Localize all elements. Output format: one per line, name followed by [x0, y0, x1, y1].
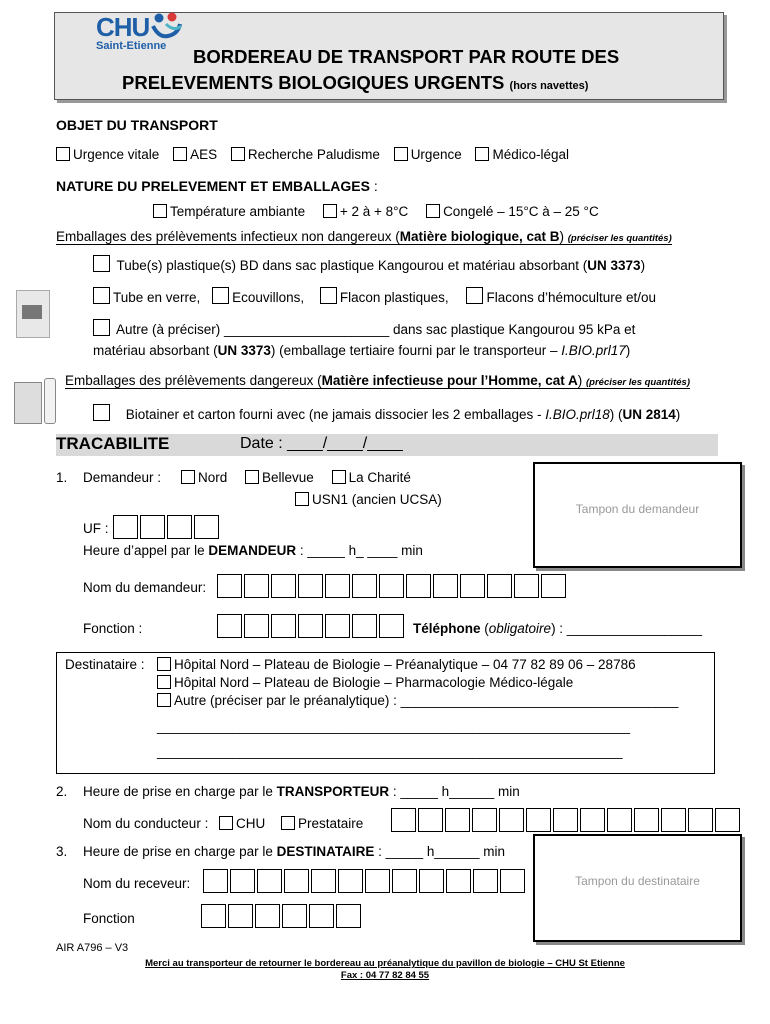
uf-cells[interactable]: [113, 515, 221, 539]
opt-ecouvillons[interactable]: [212, 290, 304, 305]
text: Heure de prise en charge par le: [83, 784, 277, 799]
option-label: Température ambiante: [170, 204, 306, 219]
title-line2-text: PRELEVEMENTS BIOLOGIQUES URGENTS: [122, 72, 505, 93]
temp-ambiante[interactable]: [153, 204, 305, 219]
char-cell[interactable]: [365, 869, 390, 893]
site-la-charite[interactable]: [332, 470, 411, 485]
objet-heading: OBJET DU TRANSPORT: [56, 117, 218, 133]
option-label: Ecouvillons,: [232, 290, 305, 305]
option-label: Autre (préciser par le préanalytique) : _____________________________________: [174, 693, 679, 708]
char-cell[interactable]: [338, 869, 363, 893]
cat-b-note: (préciser les quantités): [567, 233, 672, 244]
biotainer-image: [10, 372, 60, 426]
checkbox[interactable]: [157, 657, 171, 671]
char-cell[interactable]: [255, 904, 280, 928]
char-cell[interactable]: [634, 808, 659, 832]
autre-row[interactable]: [93, 319, 635, 337]
char-cell[interactable]: [473, 869, 498, 893]
un-code: UN 2814: [622, 407, 676, 422]
heure-transporteur[interactable]: [83, 784, 520, 799]
checkbox[interactable]: [475, 147, 489, 161]
char-cell[interactable]: [460, 574, 485, 598]
title-line1: BORDEREAU DE TRANSPORT PAR ROUTE DES: [193, 46, 620, 67]
char-cell[interactable]: [311, 869, 336, 893]
text: : _____ h______ min: [389, 784, 520, 799]
char-cell[interactable]: [325, 614, 350, 638]
receveur-label: Nom du receveur:: [83, 876, 191, 891]
char-cell[interactable]: [257, 869, 282, 893]
footer-line1: Merci au transporteur de retourner le bordereau au préanalytique du pavillon de biologie – CHU St Etienne: [145, 958, 625, 969]
option-label: Tube en verre,: [113, 290, 201, 305]
char-cell[interactable]: [472, 808, 497, 832]
checkbox[interactable]: [173, 147, 187, 161]
tube-graphic: [44, 378, 56, 424]
tube-bd-close: ): [640, 258, 646, 273]
char-cell[interactable]: [352, 614, 377, 638]
nature-heading-text: NATURE DU PRELEVEMENT ET EMBALLAGES: [56, 178, 370, 194]
text: Biotainer et carton fourni avec (ne jamais dissocier les 2 emballages -: [125, 407, 546, 422]
tampon-demandeur-label: Tampon du demandeur: [575, 502, 700, 516]
title-suffix: (hors navettes): [509, 80, 589, 92]
fonction-cells[interactable]: [217, 614, 406, 638]
char-cell[interactable]: [392, 869, 417, 893]
checkbox[interactable]: [212, 287, 229, 304]
opt-tube-verre[interactable]: [93, 290, 200, 305]
char-cell[interactable]: [391, 808, 416, 832]
checkbox[interactable]: [320, 287, 337, 304]
tampon-destinataire-label: Tampon du destinataire: [575, 874, 700, 888]
char-cell[interactable]: [541, 574, 566, 598]
bold-text: DESTINATAIRE: [276, 844, 375, 859]
checkbox[interactable]: [323, 204, 337, 218]
cat-b-close: ): [559, 229, 564, 244]
objet-opt-urgence[interactable]: [394, 147, 462, 162]
text: : _____ h_ ____ min: [296, 543, 423, 558]
dest-fill-line-1[interactable]: _______________________________________________________________: [157, 719, 631, 734]
objet-opt-medico-legal[interactable]: [475, 147, 569, 162]
conducteur-options: [219, 816, 363, 831]
char-cell[interactable]: [688, 808, 713, 832]
checkbox[interactable]: [153, 204, 167, 218]
option-label: Bellevue: [262, 470, 314, 485]
checkbox[interactable]: [181, 470, 195, 484]
site-usn1[interactable]: [295, 492, 442, 507]
bag-label-graphic: [22, 305, 42, 319]
checkbox[interactable]: [93, 255, 110, 272]
checkbox[interactable]: [157, 693, 171, 707]
tube-bd-row[interactable]: [93, 255, 645, 273]
chu-logo: [96, 14, 166, 52]
cat-b-text: Emballages des prélèvements infectieux non dangereux (: [56, 229, 400, 244]
item-3-number: 3.: [56, 844, 68, 859]
char-cell[interactable]: [379, 574, 404, 598]
opt-flacon-plastiques[interactable]: [320, 290, 449, 305]
logo-main: CHU: [96, 12, 150, 42]
footer-line2: Fax : 04 77 82 84 55: [340, 970, 430, 981]
checkbox[interactable]: [93, 319, 110, 336]
conducteur-cells[interactable]: [391, 808, 742, 832]
char-cell[interactable]: [203, 869, 228, 893]
tel-line: ) : __________________: [551, 621, 702, 636]
checkbox[interactable]: [245, 470, 259, 484]
char-cell[interactable]: [201, 904, 226, 928]
conducteur-label: Nom du conducteur :: [83, 816, 209, 831]
tube-options-row: [93, 287, 656, 305]
dest-opt-autre[interactable]: [157, 693, 678, 708]
char-cell[interactable]: [325, 574, 350, 598]
nom-demandeur-label: Nom du demandeur:: [83, 580, 207, 595]
checkbox[interactable]: [466, 287, 483, 304]
tampon-destinataire-box[interactable]: [533, 834, 742, 942]
demandeur-sites: [181, 470, 411, 485]
un-code: UN 3373: [217, 343, 271, 358]
objet-opt-paludisme[interactable]: [231, 147, 380, 162]
char-cell[interactable]: [499, 808, 524, 832]
carton-graphic: [14, 382, 42, 424]
ref: I.BIO.prl18: [545, 407, 610, 422]
option-label: Nord: [198, 470, 228, 485]
site-nord[interactable]: [181, 470, 227, 485]
opt-flacons-hemoculture[interactable]: [466, 290, 656, 305]
option-label: Hôpital Nord – Plateau de Biologie – Préanalytique – 04 77 82 89 06 – 28786: [174, 657, 636, 672]
char-cell[interactable]: [514, 574, 539, 598]
char-cell[interactable]: [379, 614, 404, 638]
checkbox[interactable]: [394, 147, 408, 161]
objet-opt-aes[interactable]: [173, 147, 217, 162]
logo-people-icon: [150, 12, 184, 42]
option-label: La Charité: [348, 470, 411, 485]
char-cell[interactable]: [298, 574, 323, 598]
checkbox[interactable]: [426, 204, 440, 218]
text: matériau absorbant (: [93, 343, 218, 358]
logo-sub: Saint-Etienne: [96, 40, 167, 52]
tracabilite-heading: TRACABILITE: [56, 434, 170, 453]
text: ): [625, 343, 631, 358]
checkbox[interactable]: [281, 816, 295, 830]
option-label: Urgence: [410, 147, 462, 162]
nature-heading-colon: :: [373, 178, 378, 194]
nom-demandeur-cells[interactable]: [217, 574, 568, 598]
option-label: USN1 (ancien UCSA): [312, 492, 442, 507]
dest-opt-pharmacologie[interactable]: [157, 675, 573, 690]
kangourou-bag-image: [16, 290, 50, 338]
char-cell[interactable]: [445, 808, 470, 832]
option-label: Hôpital Nord – Plateau de Biologie – Pharmacologie Médico-légale: [174, 675, 574, 690]
char-cell[interactable]: [419, 869, 444, 893]
char-cell[interactable]: [526, 808, 551, 832]
char-cell[interactable]: [715, 808, 740, 832]
receveur-cells[interactable]: [203, 869, 527, 893]
char-cell[interactable]: [500, 869, 525, 893]
char-cell[interactable]: [217, 614, 242, 638]
char-cell[interactable]: [140, 515, 165, 539]
option-label: Urgence vitale: [73, 147, 160, 162]
checkbox[interactable]: [56, 147, 70, 161]
nature-heading: [56, 178, 378, 194]
demandeur-label: Demandeur :: [83, 470, 162, 485]
char-cell[interactable]: [580, 808, 605, 832]
tampon-demandeur-box[interactable]: [533, 462, 742, 568]
bold-text: TRANSPORTEUR: [276, 784, 390, 799]
char-cell[interactable]: [352, 574, 377, 598]
checkbox[interactable]: [332, 470, 346, 484]
objet-options: [56, 147, 569, 162]
option-label: + 2 à + 8°C: [339, 204, 409, 219]
char-cell[interactable]: [298, 614, 323, 638]
autre-line2: [93, 343, 630, 358]
char-cell[interactable]: [284, 869, 309, 893]
char-cell[interactable]: [271, 614, 296, 638]
cat-a-line: [65, 373, 690, 389]
cond-chu[interactable]: [219, 816, 265, 831]
char-cell[interactable]: [433, 574, 458, 598]
option-label: AES: [190, 147, 218, 162]
option-label: Médico-légal: [492, 147, 570, 162]
option-label: Flacons d’hémoculture et/ou: [486, 290, 657, 305]
title-line2: [122, 72, 588, 94]
text: Heure de prise en charge par le: [83, 844, 277, 859]
site-bellevue[interactable]: [245, 470, 314, 485]
bold-text: DEMANDEUR: [208, 543, 297, 558]
char-cell[interactable]: [336, 904, 361, 928]
ref: I.BIO.prl17: [561, 343, 626, 358]
char-cell[interactable]: [446, 869, 471, 893]
option-label: Congelé – 15°C à – 25 °C: [443, 204, 599, 219]
text: ) (: [609, 407, 623, 422]
form-reference: AIR A796 – V3: [56, 942, 129, 954]
option-label: CHU: [236, 816, 266, 831]
tracabilite-date[interactable]: Date : ____/____/____: [240, 435, 403, 452]
temp-2-8[interactable]: [323, 204, 408, 219]
char-cell[interactable]: [194, 515, 219, 539]
cat-b-bold: Matière biologique, cat B: [399, 229, 560, 244]
text: ) (emballage tertiaire fourni par le transporteur –: [270, 343, 562, 358]
checkbox[interactable]: [157, 675, 171, 689]
checkbox[interactable]: [231, 147, 245, 161]
char-cell[interactable]: [487, 574, 512, 598]
tel-label: Téléphone: [413, 621, 481, 636]
uf-label: UF :: [83, 521, 109, 536]
tel-note: obligatoire: [488, 621, 552, 636]
telephone-field[interactable]: Téléphone (obligatoire) : __________________: [413, 621, 702, 636]
item-1-number: 1.: [56, 470, 68, 485]
char-cell[interactable]: [244, 574, 269, 598]
fonction-label: Fonction :: [83, 621, 143, 636]
char-cell[interactable]: [113, 515, 138, 539]
cat-a-bold: Matière infectieuse pour l’Homme, cat A: [321, 373, 578, 388]
char-cell[interactable]: [309, 904, 334, 928]
char-cell[interactable]: [282, 904, 307, 928]
item-2-number: 2.: [56, 784, 68, 799]
dest-opt-preanalytique[interactable]: [157, 657, 636, 672]
char-cell[interactable]: [228, 904, 253, 928]
biotainer-row[interactable]: [93, 404, 680, 422]
destinataire-label: Destinataire :: [65, 657, 145, 672]
option-label: Prestataire: [298, 816, 364, 831]
cat-a-text: Emballages des prélèvements dangereux (: [65, 373, 322, 388]
char-cell[interactable]: [230, 869, 255, 893]
temp-congele[interactable]: [426, 204, 599, 219]
char-cell[interactable]: [553, 808, 578, 832]
char-cell[interactable]: [661, 808, 686, 832]
cat-a-note: (préciser les quantités): [586, 377, 691, 388]
option-label: Recherche Paludisme: [247, 147, 380, 162]
checkbox[interactable]: [93, 404, 110, 421]
temperature-options: [153, 204, 599, 219]
checkbox[interactable]: [93, 287, 110, 304]
checkbox[interactable]: [219, 816, 233, 830]
text: : _____ h______ min: [374, 844, 505, 859]
char-cell[interactable]: [244, 614, 269, 638]
char-cell[interactable]: [418, 808, 443, 832]
text: Heure d’appel par le: [83, 543, 209, 558]
fonction-receveur-cells[interactable]: [201, 904, 363, 928]
tube-bd-un: UN 3373: [587, 258, 641, 273]
cat-b-line: [56, 229, 672, 245]
heure-appel[interactable]: [83, 543, 423, 558]
heure-destinataire[interactable]: [83, 844, 505, 859]
char-cell[interactable]: [217, 574, 242, 598]
tube-bd-text: Tube(s) plastique(s) BD dans sac plastique Kangourou et matériau absorbant (: [116, 258, 588, 273]
char-cell[interactable]: [167, 515, 192, 539]
cat-a-close: ): [577, 373, 583, 388]
char-cell[interactable]: [271, 574, 296, 598]
checkbox[interactable]: [295, 492, 309, 506]
option-label: Flacon plastiques,: [339, 290, 449, 305]
text: ): [675, 407, 681, 422]
cond-prestataire[interactable]: [281, 816, 363, 831]
char-cell[interactable]: [607, 808, 632, 832]
objet-opt-urgence-vitale[interactable]: [56, 147, 159, 162]
dest-fill-line-2[interactable]: ______________________________________________________________: [157, 744, 623, 759]
char-cell[interactable]: [406, 574, 431, 598]
autre-line1: Autre (à préciser) ______________________ dans sac plastique Kangourou 95 kPa et: [116, 322, 636, 337]
fonction-receveur-label: Fonction: [83, 911, 135, 926]
